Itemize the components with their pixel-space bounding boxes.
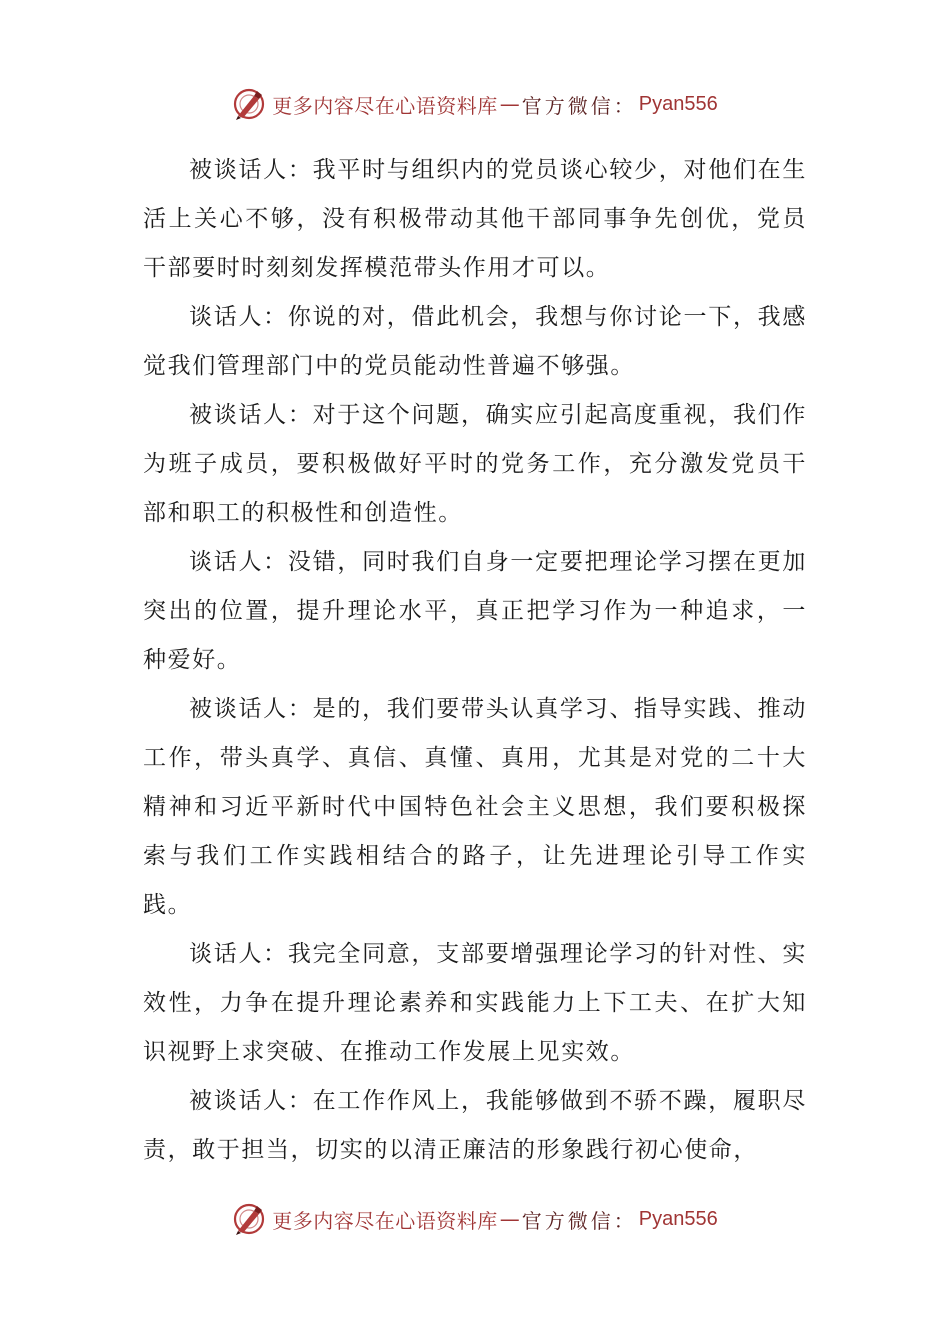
banner-separator: —: [499, 1207, 520, 1231]
paragraph: 被谈话人：是的，我们要带头认真学习、指导实践、推动工作，带头真学、真信、真懂、真用，尤其是对党的二十大精神和习近平新时代中国特色社会主义思想，我们要积极探索与我们工作实践相结合的路子，让先进理论引导工作实践。: [143, 696, 807, 918]
banner-text: 更多内容尽在心语资料库: [272, 93, 498, 118]
paragraph: 被谈话人：对于这个问题，确实应引起高度重视，我们作为班子成员，要积极做好平时的党务工作，充分激发党员干部和职工的积极性和创造性。: [143, 402, 807, 526]
banner-wechat-label: 官方微信：: [521, 93, 637, 118]
banner-separator: —: [499, 92, 520, 116]
banner-text: 更多内容尽在心语资料库: [272, 1208, 498, 1233]
document-body: [143, 146, 807, 1175]
banner-wechat-id: Pyan556: [638, 92, 718, 115]
header-banner: [0, 84, 950, 124]
banner-wechat-id: Pyan556: [638, 1207, 718, 1230]
pen-logo-icon: [232, 1202, 266, 1236]
pen-logo-icon: [232, 87, 266, 121]
paragraph: 谈话人：我完全同意，支部要增强理论学习的针对性、实效性，力争在提升理论素养和实践能力上下工夫、在扩大知识视野上求突破、在推动工作发展上见实效。: [143, 941, 807, 1065]
paragraph: 谈话人：没错，同时我们自身一定要把理论学习摆在更加突出的位置，提升理论水平，真正把学习作为一种追求，一种爱好。: [143, 549, 807, 673]
paragraph: 谈话人：你说的对，借此机会，我想与你讨论一下，我感觉我们管理部门中的党员能动性普遍不够强。: [143, 304, 807, 379]
paragraph: 被谈话人：在工作作风上，我能够做到不骄不躁，履职尽责，敢于担当，切实的以清正廉洁的形象践行初心使命，: [143, 1088, 807, 1163]
paragraph: 被谈话人：我平时与组织内的党员谈心较少，对他们在生活上关心不够，没有积极带动其他干部同事争先创优，党员干部要时时刻刻发挥模范带头作用才可以。: [143, 157, 807, 281]
banner-wechat-label: 官方微信：: [521, 1208, 637, 1233]
footer-banner: [0, 1199, 950, 1239]
